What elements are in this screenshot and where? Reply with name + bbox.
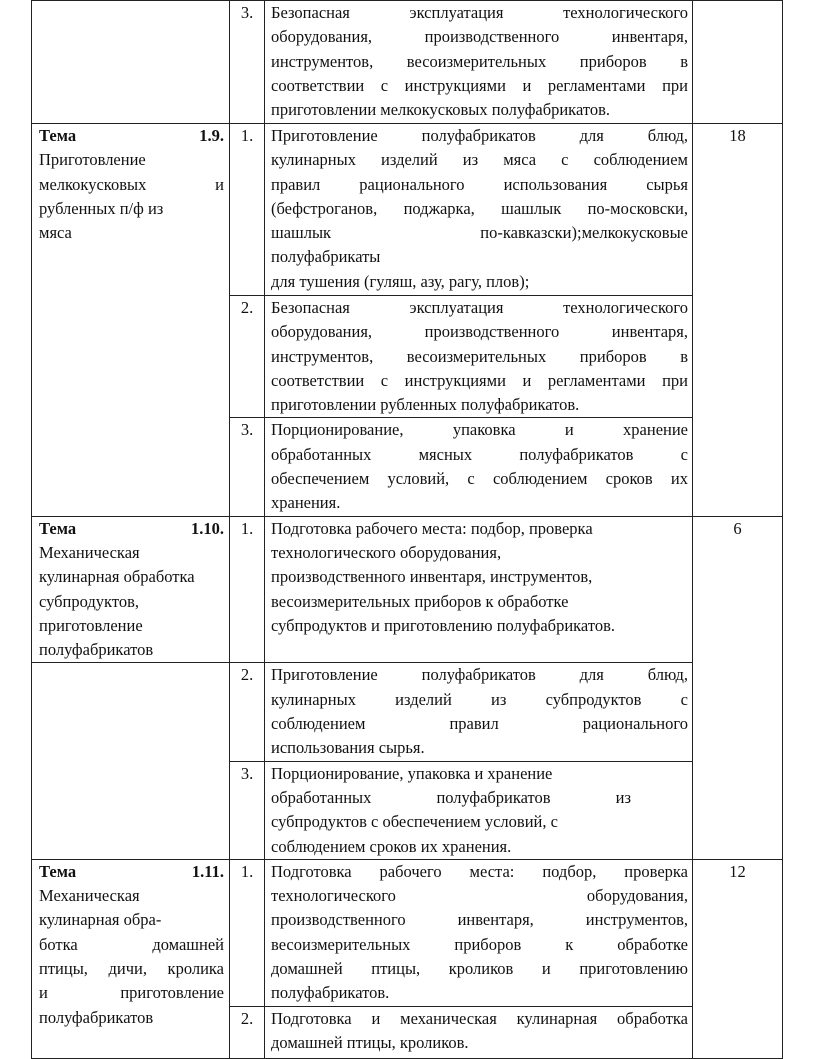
item-text: Безопасная эксплуатация технологического оборудования, производственного инвентаря, инструментов, весоизмерительных приборов в соответствии с инструкциями и регламентами при приготовлении мелкокусковых полуфабрикатов. [265, 1, 693, 124]
item-text: Приготовление полуфабрикатов для блюд, кулинарных изделий из субпродуктов с соблюдением правил рационального использования сырья. [265, 663, 693, 761]
item-text: Подготовка рабочего места: подбор, проверка технологического оборудования, производственного инвентаря, инструментов, весоизмерительных приборов к обработке субпродуктов и приготовлению полуфабрикатов. [265, 516, 693, 663]
item-number: 1. [230, 516, 265, 663]
item-text: Подготовка и механическая кулинарная обработка домашней птицы, кроликов. [265, 1006, 693, 1058]
topic-code: 1.10. [191, 518, 224, 538]
item-text: Порционирование, упаковка и хранение обработанных полуфабрикатов из субпродуктов с обеспечением условий, с соблюдением сроков их хранения. [265, 761, 693, 859]
curriculum-table [31, 0, 783, 1059]
table-row [32, 1, 783, 124]
table-row [32, 859, 783, 1006]
item-text: Порционирование, упаковка и хранение обработанных мясных полуфабрикатов с обеспечением условий, с соблюдением сроков их хранения. [265, 418, 693, 516]
table-row [32, 516, 783, 663]
topic-cell-1-10 [32, 516, 230, 663]
topic-label: Тема [39, 126, 77, 145]
item-number: 1. [230, 859, 265, 1006]
hours-cell: 6 [693, 516, 783, 859]
topic-code: 1.9. [199, 126, 224, 145]
item-number: 1. [230, 124, 265, 296]
item-text: Безопасная эксплуатация технологического оборудования, производственного инвентаря, инструментов, весоизмерительных приборов в соответствии с инструкциями и регламентами при приготовлении рубленных полуфабрикатов. [265, 296, 693, 418]
topic-cell-1-11 [32, 859, 230, 1058]
topic-cell-1-9 [32, 124, 230, 517]
hours-cell: 18 [693, 124, 783, 517]
topic-label: Тема [39, 861, 77, 881]
hours-cell [693, 1, 783, 124]
table-row [32, 663, 783, 761]
table-row [32, 124, 783, 296]
topic-code: 1.11. [191, 861, 224, 881]
empty-topic-cell [32, 663, 230, 859]
hours-cell: 12 [693, 859, 783, 1058]
item-number: 2. [230, 1006, 265, 1058]
topic-name: Приготовление мелкокусковых и рубленных п/ф из мяса [39, 150, 224, 243]
topic-name: Механическая кулинарная обработка субпродуктов, приготовление полуфабрикатов [39, 542, 195, 660]
item-number: 3. [230, 1, 265, 124]
item-text: Подготовка рабочего места: подбор, проверка технологического оборудования, производственного инвентаря, инструментов, весоизмерительных приборов к обработке домашней птицы, кроликов и приготовлению полуфабрикатов. [265, 859, 693, 1006]
item-number: 2. [230, 296, 265, 418]
empty-topic-cell [32, 1, 230, 124]
item-number: 3. [230, 761, 265, 859]
item-text: Приготовление полуфабрикатов для блюд, кулинарных изделий из мяса с соблюдением правил рационального использования сырья (бефстроганов, поджарка, шашлык по-московски, шашлык по-кавказски);мелкокусковые полуфабрикаты для тушения (гуляш, азу, рагу, плов); [265, 124, 693, 296]
item-number: 3. [230, 418, 265, 516]
item-number: 2. [230, 663, 265, 761]
topic-name: Механическая кулинарная обра- ботка домашней птицы, дичи, кролика и приготовление полуфабрикатов [39, 886, 224, 1027]
topic-label: Тема [39, 518, 77, 538]
